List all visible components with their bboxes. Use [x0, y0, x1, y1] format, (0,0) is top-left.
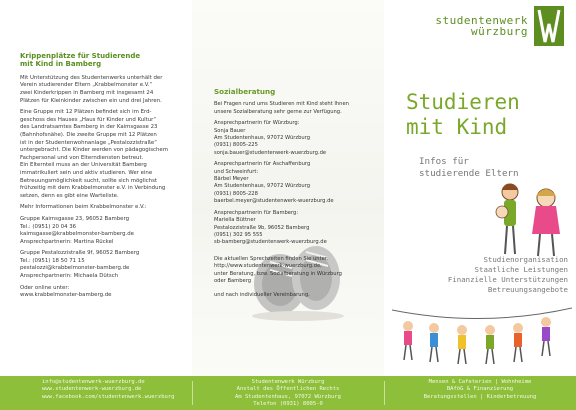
- text-line: Ein Elternteil muss an der Universität Bamberg: [20, 162, 147, 169]
- text-line: Mariella Büttner: [214, 217, 256, 224]
- text-line: untergebracht. Die Kinder werden von pädagogischem: [20, 147, 168, 154]
- text-line: Ansprechpartnerin für Aschaffenburg: [214, 161, 311, 168]
- footer-facebook-link[interactable]: www.facebook.com/studentenwerk.wuerzburg: [42, 393, 175, 400]
- text-line: Mit Unterstützung des Studentenwerks unterhält der: [20, 74, 163, 81]
- footer-website-link[interactable]: www.studentenwerk-wuerzburg.de: [42, 386, 142, 393]
- text-line: Verein studierender Eltern „Krabbelmonster e.V.“: [20, 82, 153, 89]
- footer-line: Studentenwerk Würzburg: [251, 379, 325, 385]
- footer-line: Telefon (0931) 8005-0: [253, 401, 323, 408]
- title-line: mit Kind: [406, 115, 508, 139]
- text-line: Gruppe Kaimsgasse 23, 96052 Bamberg: [20, 215, 130, 222]
- logo-line: studentenwerk: [435, 14, 528, 27]
- email-link[interactable]: sb-bamberg@studentenwerk-wuerzburg.de: [214, 239, 327, 246]
- text-line: Tel.: (0951) 18 50 71 15: [20, 257, 85, 264]
- topic-item: Staatliche Leistungen: [474, 265, 568, 274]
- sozialberatung-section: [214, 88, 376, 304]
- subtitle-line: Infos für: [419, 156, 469, 167]
- text-line: geschoss des Hauses „Haus für Kinder und Kultur“: [20, 116, 157, 123]
- text-line: des Landratsamtes Bamberg in der Kaimsgasse 23: [20, 124, 158, 131]
- topic-item: Studienorganisation: [483, 255, 568, 264]
- subtitle-line: studierende Eltern: [419, 168, 519, 179]
- text-line: ist in der Studentenwohnanlage „Pestalozzistraße“: [20, 139, 157, 146]
- text-line: Oder online unter:: [20, 284, 70, 291]
- text-line: zwei Kinderkrippen in Bamberg mit insgesamt 24: [20, 90, 154, 96]
- footer-line: BAföG & Finanzierung: [446, 386, 514, 393]
- logo-mark-icon: [534, 6, 564, 46]
- krippen-title: [20, 52, 180, 69]
- text-line: Fachpersonal und von Elterndiensten betreut.: [20, 154, 144, 161]
- text-line: [214, 285, 376, 292]
- text-line: Eine Gruppe mit 12 Plätzen befindet sich im Erd-: [20, 109, 152, 116]
- krippen-details: [20, 109, 180, 200]
- text-line: Am Studentenhaus, 97072 Würzburg: [214, 183, 311, 190]
- website-link[interactable]: www.krabbelmonster-bamberg.de: [20, 292, 112, 299]
- krippen-section: [20, 52, 180, 304]
- text-line: Ansprechpartnerin: Michaela Dütsch: [20, 273, 119, 280]
- text-line: unsere Sozialberatung sehr gerne zur Verfügung.: [214, 108, 342, 115]
- text-line: oder Bamberg: [214, 277, 252, 284]
- text-line: Die aktuellen Sprechzeiten finden Sie unter:: [214, 255, 329, 262]
- email-link[interactable]: baerbel.meyer@studentenwerk-wuerzburg.de: [214, 198, 334, 205]
- text-line: und nach individueller Vereinbarung.: [214, 292, 310, 299]
- footer-contact: [0, 376, 192, 410]
- text-line: Gruppe Pestalozzistraße 9f, 96052 Bamberg: [20, 250, 140, 257]
- studentenwerk-logo: [384, 6, 570, 46]
- text-line: (0951) 302 95 555: [214, 231, 263, 238]
- more-info: [20, 204, 180, 212]
- text-line: und Schweinfurt:: [214, 168, 259, 175]
- topics-list: [448, 255, 568, 295]
- text-line: Bei Fragen rund ums Studieren mit Kind steht Ihnen: [214, 101, 349, 108]
- group-pestalozzi: [20, 250, 180, 280]
- footer-address: [192, 376, 384, 410]
- email-link[interactable]: sonja.bauer@studentenwerk-wuerzburg.de: [214, 149, 327, 156]
- middle-panel: [192, 0, 384, 376]
- email-link[interactable]: pestalozzi@krabbelmonster-bamberg.de: [20, 265, 130, 272]
- topic-item: Finanzielle Unterstützungen: [447, 275, 568, 284]
- krippen-title-line: mit Kind in Bamberg: [20, 60, 102, 69]
- intro-text: [214, 101, 376, 116]
- text-line: Bärbel Meyer: [214, 176, 249, 183]
- text-line: (0931) 8005-225: [214, 142, 258, 149]
- footer-line: Mensen & Cafeterien | Wohnheime: [428, 379, 532, 385]
- email-link[interactable]: kaimsgasse@krabbelmonster-bamberg.de: [20, 231, 134, 238]
- footer-email-link[interactable]: info@studentenwerk-wuerzburg.de: [42, 379, 145, 385]
- footer-bar: [0, 376, 576, 410]
- right-panel: [384, 0, 576, 376]
- text-line: immatrikuliert sein und aktiv studieren. Wer eine: [20, 169, 153, 176]
- text-line: Ansprechpartnerin: Martina Rückel: [20, 238, 114, 245]
- title-line: Studieren: [406, 90, 520, 114]
- text-line: Am Studentenhaus, 97072 Würzburg: [214, 135, 311, 142]
- website-link[interactable]: http://www.studentenwerk-wuerzburg.de,: [214, 263, 322, 270]
- text-line: Pestalozzistraße 9b, 96052 Bamberg: [214, 224, 310, 231]
- footer-line: Beratungsstellen | Kinderbetreuung: [423, 393, 537, 400]
- text-line: Tel.: (0951) 20 04 36: [20, 223, 77, 230]
- outro-text: [214, 256, 376, 300]
- footer-services: [384, 376, 576, 410]
- text-line: Ansprechpartnerin für Bamberg:: [214, 209, 299, 216]
- topic-item: Betreuungsangebote: [487, 285, 568, 294]
- krippen-intro: [20, 75, 180, 105]
- family-illustration: [480, 176, 572, 260]
- contact-wuerzburg: [214, 120, 376, 157]
- text-line: unter Beratung, bzw. Sozialberatung in Würzburg: [214, 270, 342, 277]
- sozialberatung-title: Sozialberatung: [214, 87, 276, 96]
- text-line: Betreuungsmöglichkeit sucht, sollte sich möglichst: [20, 177, 157, 184]
- logo-line: würzburg: [471, 25, 528, 38]
- logo-text: [435, 15, 528, 37]
- contact-bamberg: [214, 210, 376, 247]
- footer-line: Anstalt des Öffentlichen Rechts: [236, 386, 340, 393]
- text-line: setzen, denn es gibt eine Warteliste.: [20, 192, 119, 199]
- text-line: Ansprechpartnerin für Würzburg:: [214, 120, 300, 127]
- text-line: (0931) 8005-228: [214, 190, 258, 197]
- group-kaimsgasse: [20, 216, 180, 246]
- left-panel: [0, 0, 192, 376]
- online-info: [20, 285, 180, 300]
- brochure-title: [406, 90, 520, 140]
- contact-aschaffenburg: [214, 161, 376, 205]
- kids-on-line-illustration: [392, 300, 572, 370]
- footer-line: Am Studentenhaus, 97072 Würzburg: [235, 393, 341, 400]
- text-line: Sonja Bauer: [214, 127, 246, 134]
- text-line: Mehr Informationen beim Krabbelmonster e.V.:: [20, 204, 147, 211]
- text-line: frühzeitig mit dem Krabbelmonster e.V. in Verbindung: [20, 185, 166, 192]
- text-line: Plätzen für Kleinkinder zwischen ein und drei Jahren.: [20, 97, 162, 104]
- text-line: (Bahnhofsnähe). Die zweite Gruppe mit 12 Plätzen: [20, 131, 157, 138]
- krippen-title-line: Krippenplätze für Studierende: [20, 52, 141, 60]
